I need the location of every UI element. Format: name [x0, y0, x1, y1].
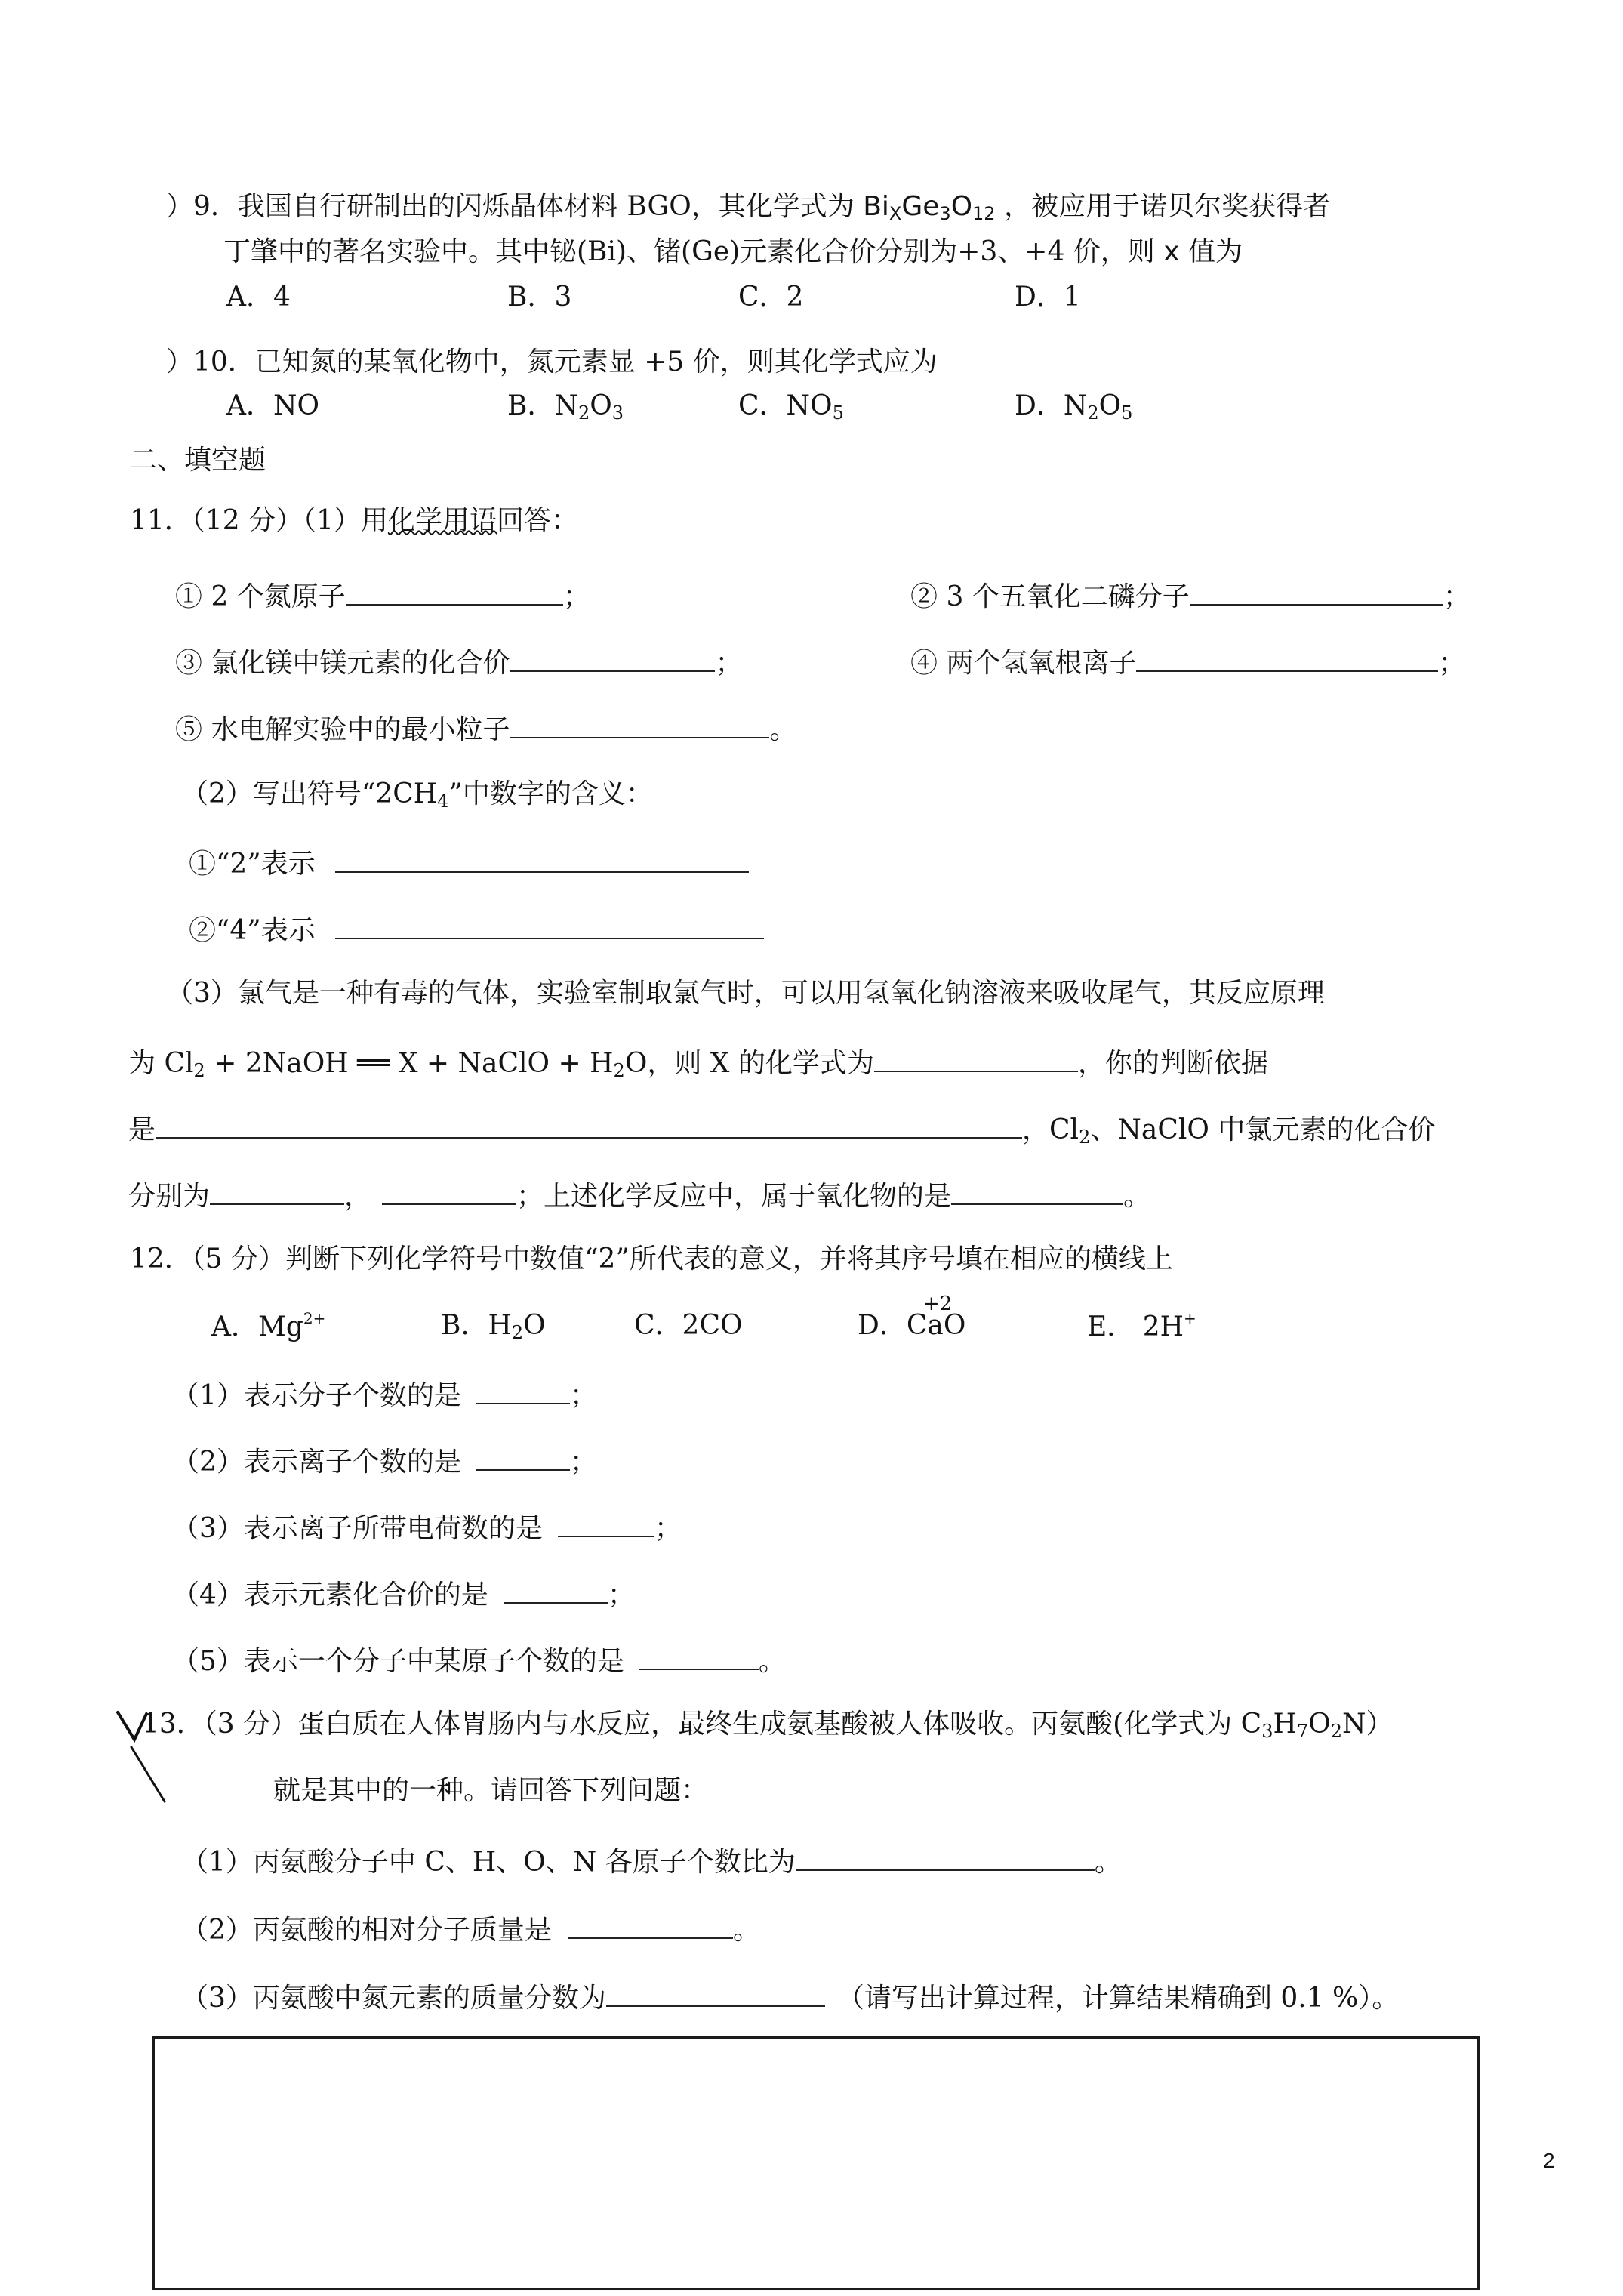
page-number: 2: [1543, 2149, 1555, 2172]
answer-blank[interactable]: [210, 1176, 344, 1205]
q11-part2: （2）写出符号“$2CH_4$”中数字的含义：: [181, 778, 653, 812]
q11-head: 11．（12 分）（1）用化学用语回答：: [130, 505, 578, 536]
answer-blank[interactable]: [874, 1043, 1078, 1072]
q10-option-b: B．$N_2O_3$: [507, 390, 624, 424]
answer-blank[interactable]: [568, 1910, 733, 1939]
q12-option-c: C．2CO: [634, 1310, 743, 1341]
q11-item4: ④ 两个氢氧根离子 ；: [910, 643, 1465, 680]
bgo-formula: $Bi_XGe_3O_{12}$: [863, 191, 996, 224]
q13-s1: （1）丙氨酸分子中 C、H、O、N 各原子个数比为 。: [181, 1842, 1122, 1878]
q12-option-b: B．$H_2O$: [441, 1310, 546, 1343]
q11-part3-line3: 是 ，$Cl_2$、NaClO 中氯元素的化合价: [128, 1110, 1435, 1148]
q9-line2: 丁肇中的著名实验中。其中铋(Bi)、锗(Ge)元素化合价分别为+3、+4 价，则 x 值为: [223, 236, 1243, 267]
answer-blank[interactable]: [639, 1641, 759, 1670]
q11-part3-line2: 为 $Cl_2$ + 2NaOH ══ X + NaClO + $H_2O$，则 X 的化学式为 ，你的判断依据: [128, 1043, 1268, 1082]
answer-blank[interactable]: [504, 1575, 608, 1604]
q9-line1: ）9．我国自行研制出的闪烁晶体材料 BGO，其化学式为 $Bi_XGe_3O_{12}$ ，被应用于诺贝尔奖获得者: [166, 191, 1331, 224]
q9-option-d: D．1: [1015, 282, 1081, 313]
q12-s5: （5）表示一个分子中某原子个数的是 。: [172, 1641, 786, 1678]
q10-option-d: D．$N_2O_5$: [1015, 390, 1133, 424]
q13-s3: （3）丙氨酸中氮元素的质量分数为 （请写出计算过程，计算结果精确到 0.1 %）。: [181, 1978, 1399, 2014]
q11-part3-line1: （3）氯气是一种有毒的气体，实验室制取氯气时，可以用氢氧化钠溶液来吸收尾气，其反应原理: [166, 978, 1325, 1009]
q12-option-d: D． +2 CaO: [858, 1293, 966, 1341]
q12-s4: （4）表示元素化合价的是 ；: [172, 1575, 635, 1611]
answer-blank[interactable]: [558, 1509, 654, 1537]
q12-s2: （2）表示离子个数的是 ；: [172, 1442, 597, 1478]
q11-part2-i2: ②“4”表示: [189, 911, 764, 947]
q12-option-a: A．$Mg^{2+}$: [211, 1309, 326, 1342]
q9-option-c: C．2: [738, 282, 804, 313]
q9-stem: ）9．我国自行研制出的闪烁晶体材料 BGO，其化学式为: [166, 191, 855, 222]
answer-blank[interactable]: [1136, 643, 1438, 672]
q13-s2: （2）丙氨酸的相对分子质量是 。: [181, 1910, 760, 1946]
q9-option-b: B．3: [507, 282, 572, 313]
underlined-term: 化学用语: [387, 505, 497, 536]
x-variable: x: [1163, 236, 1180, 267]
q10-stem: ）10．已知氮的某氧化物中，氮元素显 +5 价，则其化学式应为: [166, 347, 938, 378]
q12-s1: （1）表示分子个数的是 ；: [172, 1376, 597, 1412]
answer-blank[interactable]: [476, 1376, 570, 1404]
q12-stem: 12．（5 分）判断下列化学符号中数值“2”所代表的意义，并将其序号填在相应的横线上: [130, 1244, 1173, 1274]
q13-line2: 就是其中的一种。请回答下列问题：: [273, 1775, 709, 1806]
section-heading: 二、填空题: [130, 445, 266, 476]
calculation-answer-box[interactable]: [152, 2036, 1480, 2290]
answer-blank[interactable]: [156, 1110, 1022, 1139]
q11-part3-line4: 分别为 ， ；上述化学反应中，属于氧化物的是 。: [128, 1176, 1150, 1213]
answer-blank[interactable]: [335, 911, 764, 939]
q11-item1: ① 2 个氮原子 ；: [175, 577, 590, 613]
answer-blank[interactable]: [510, 710, 769, 738]
q11-item2: ② 3 个五氧化二磷分子 ；: [910, 577, 1471, 613]
q9-option-a: A．4: [226, 282, 291, 313]
q10-option-a: A．NO: [226, 390, 320, 421]
answer-blank[interactable]: [476, 1442, 570, 1471]
q13-line1: 13．（3 分）蛋白质在人体胃肠内与水反应，最终生成氨基酸被人体吸收。丙氨酸(化学式为 $C_3H_7O_2N$）: [142, 1709, 1394, 1742]
answer-blank[interactable]: [346, 577, 563, 606]
answer-blank[interactable]: [951, 1176, 1123, 1205]
q11-part2-i1: ①“2”表示: [189, 844, 749, 880]
answer-blank[interactable]: [510, 643, 715, 672]
q12-s3: （3）表示离子所带电荷数的是 ；: [172, 1509, 682, 1545]
q11-item5: ⑤ 水电解实验中的最小粒子 。: [175, 710, 796, 746]
answer-blank[interactable]: [335, 844, 749, 873]
answer-blank[interactable]: [796, 1842, 1095, 1871]
answer-blank[interactable]: [606, 1978, 825, 2007]
oxidation-state: +2: [922, 1293, 953, 1315]
q10-option-c: C．$NO_5$: [738, 390, 844, 424]
answer-blank[interactable]: [382, 1176, 516, 1205]
answer-blank[interactable]: [1190, 577, 1443, 606]
q11-item3: ③ 氯化镁中镁元素的化合价 ；: [175, 643, 742, 680]
q12-option-e: E． 2H+: [1087, 1309, 1196, 1342]
